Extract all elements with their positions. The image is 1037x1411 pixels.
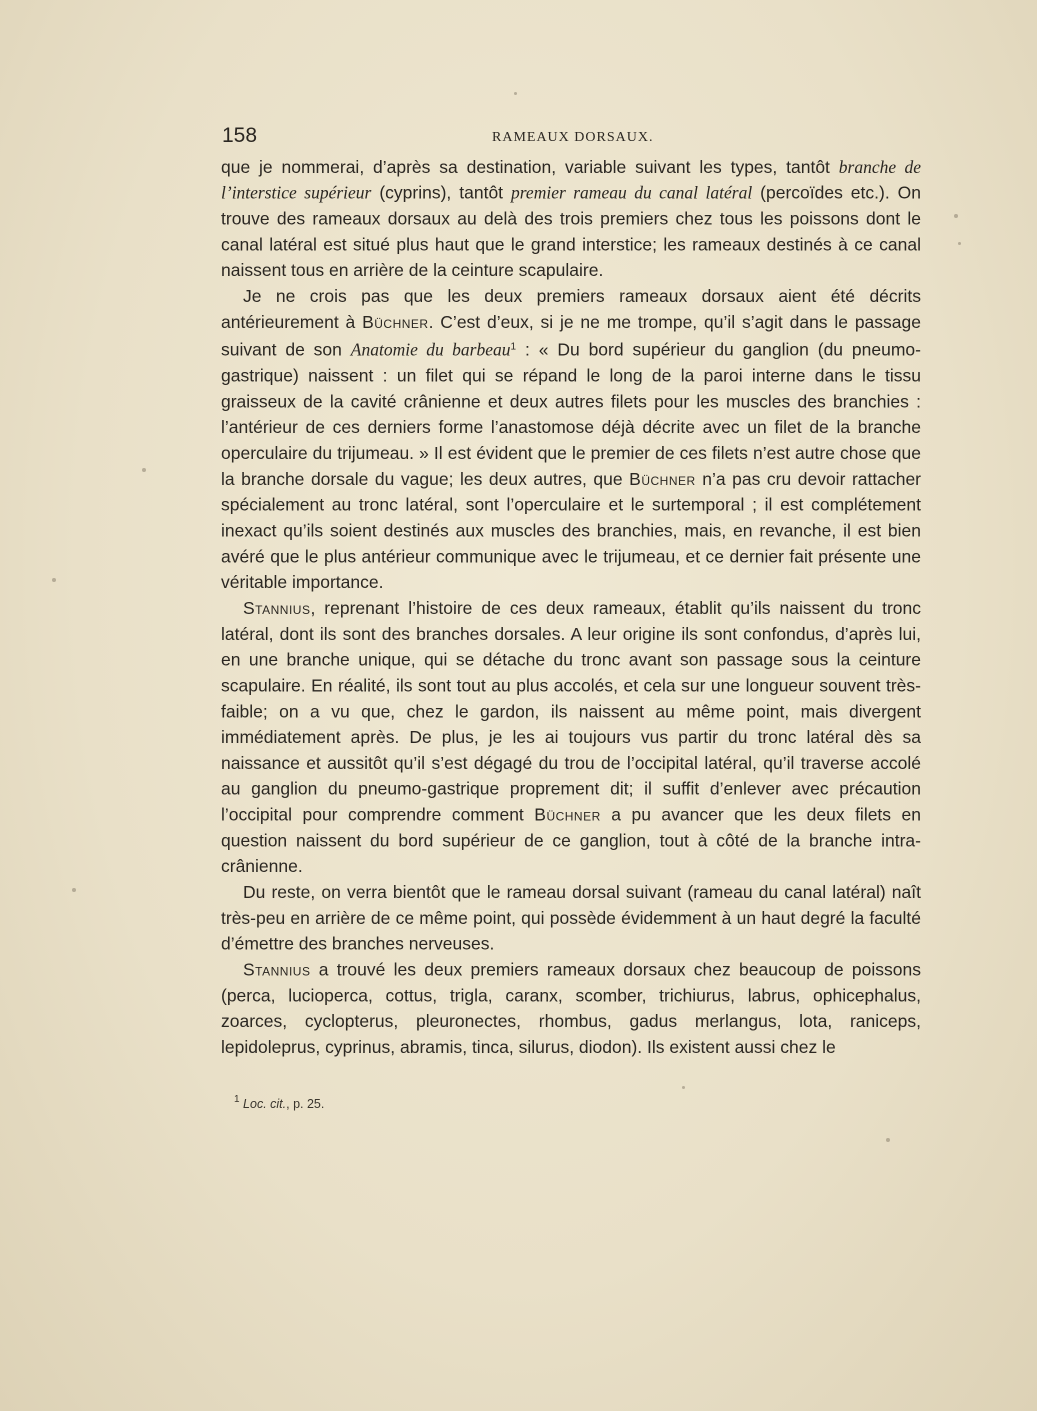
text-run: a pu avancer que les deux filets en question naissent du bord supérieur de ce ganglion, tout à côté de la branche intra-crânienne. xyxy=(221,804,921,877)
page-number: 158 xyxy=(222,124,258,147)
paragraph xyxy=(221,595,921,879)
text-run: Je ne crois pas que les deux premiers rameaux dorsaux aient été décrits antérieurement à xyxy=(221,286,921,332)
paper-speck xyxy=(514,92,517,95)
italic-text: branche de l’interstice supérieur xyxy=(221,156,921,203)
footnote-citation: Loc. cit. xyxy=(243,1097,287,1111)
paragraph xyxy=(221,283,921,595)
paper-speck xyxy=(72,888,76,892)
text-run: que je nommerai, d’après sa destination, variable suivant les types, tantôt xyxy=(221,156,839,177)
author-name: Büchner xyxy=(629,468,696,489)
page-header xyxy=(222,124,922,150)
author-name: Stannius xyxy=(243,959,311,980)
footnote-reference: 1 xyxy=(510,341,517,353)
footnote-page-ref: , p. 25. xyxy=(286,1097,325,1111)
text-run: (cyprins), tantôt xyxy=(371,182,512,203)
text-run: , reprenant l’histoire de ces deux rameaux, établit qu’ils naissent du tronc latéral, dont ils sont des branches dorsales. A leur origine ils sont confondus, d’après lui, en une branche unique, qui se détache du tronc avant son passage sous la ceinture scapulaire. En réalité, ils sont tout au plus accolés, et cela sur une longueur souvent très-faible; on a vu que, chez le gardon, ils naissent au même point, mais divergent immédiatement après. De plus, je les ai toujours vus partir du tronc latéral dès sa naissance et aussitôt qu’il s’est dégagé du trou de l’occipital latéral, qu’il traverse accolé au ganglion du pneumo-gastrique proprement dit; il suffit d’enlever avec précaution l’occipital pour comprendre comment xyxy=(221,598,921,825)
author-name: Büchner xyxy=(362,311,429,332)
paragraph xyxy=(221,154,921,283)
author-name: Stannius xyxy=(243,598,311,618)
paper-speck xyxy=(682,1086,685,1089)
text-run: : « Du bord supérieur du ganglion (du pneumo-gastrique) naissent : un filet qui se répand le long de la paroi interne dans le tissu graisseux de la cavité crânienne et deux autres filets pour les muscles des branchies : l’antérieur de ces derniers forme l’anastomose déjà décrite avec un filet de la branche operculaire du trijumeau. » Il est évident que le premier de ces filets n’est autre chose que la branche dorsale du vague; les deux autres, que xyxy=(221,339,921,489)
running-head: RAMEAUX DORSAUX. xyxy=(492,130,654,145)
italic-text: premier rameau du canal latéral xyxy=(511,182,753,203)
text-run: a trouvé les deux premiers rameaux dorsaux chez beaucoup de poissons (perca, lucioperca, cottus, trigla, caranx, scomber, trichiurus, labrus, ophicephalus, zoarces, cyclopterus, pleuronectes, rhombus, gadus merlangus, lota, raniceps, lepidoleprus, cyprinus, abramis, tinca, silurus, diodon). Ils existent aussi chez le xyxy=(221,959,921,1058)
text-run: . C’est d’eux, si je ne me trompe, qu’il s’agit dans le passage suivant de son xyxy=(221,311,921,360)
text-run: Du reste, on verra bientôt que le rameau dorsal suivant (rameau du canal latéral) naît très-peu en arrière de ce même point, qui possède évidemment à un haut degré la faculté d’émettre des branches nerveuses. xyxy=(221,882,921,954)
paper-speck xyxy=(954,214,958,218)
paper-speck xyxy=(958,242,961,245)
paper-speck xyxy=(52,578,56,582)
paragraph xyxy=(221,957,921,1060)
author-name: Büchner xyxy=(534,804,601,825)
italic-text: Anatomie du barbeau xyxy=(350,339,511,360)
footnote xyxy=(234,1094,324,1111)
text-run: (percoïdes etc.). On trouve des rameaux dorsaux au delà des trois premiers chez tous les poissons dont le canal latéral est situé plus haut que le grand interstice; les rameaux destinés à ce canal naissent tous en arrière de la ceinture scapulaire. xyxy=(221,182,922,281)
body-text xyxy=(221,154,921,1060)
footnote-marker: 1 xyxy=(234,1094,240,1105)
text-run: n’a pas cru devoir rattacher spécialement au tronc latéral, sont l’operculaire et le surtemporal ; il est complétement inexact qu’ils soient destinés aux muscles des branchies, mais, en revanche, il est bien avéré que le plus antérieur communique avec le trijumeau, et ce dernier fait présente une véritable importance. xyxy=(221,468,921,593)
paper-speck xyxy=(142,468,146,472)
paragraph xyxy=(221,879,921,956)
paper-speck xyxy=(886,1138,890,1142)
